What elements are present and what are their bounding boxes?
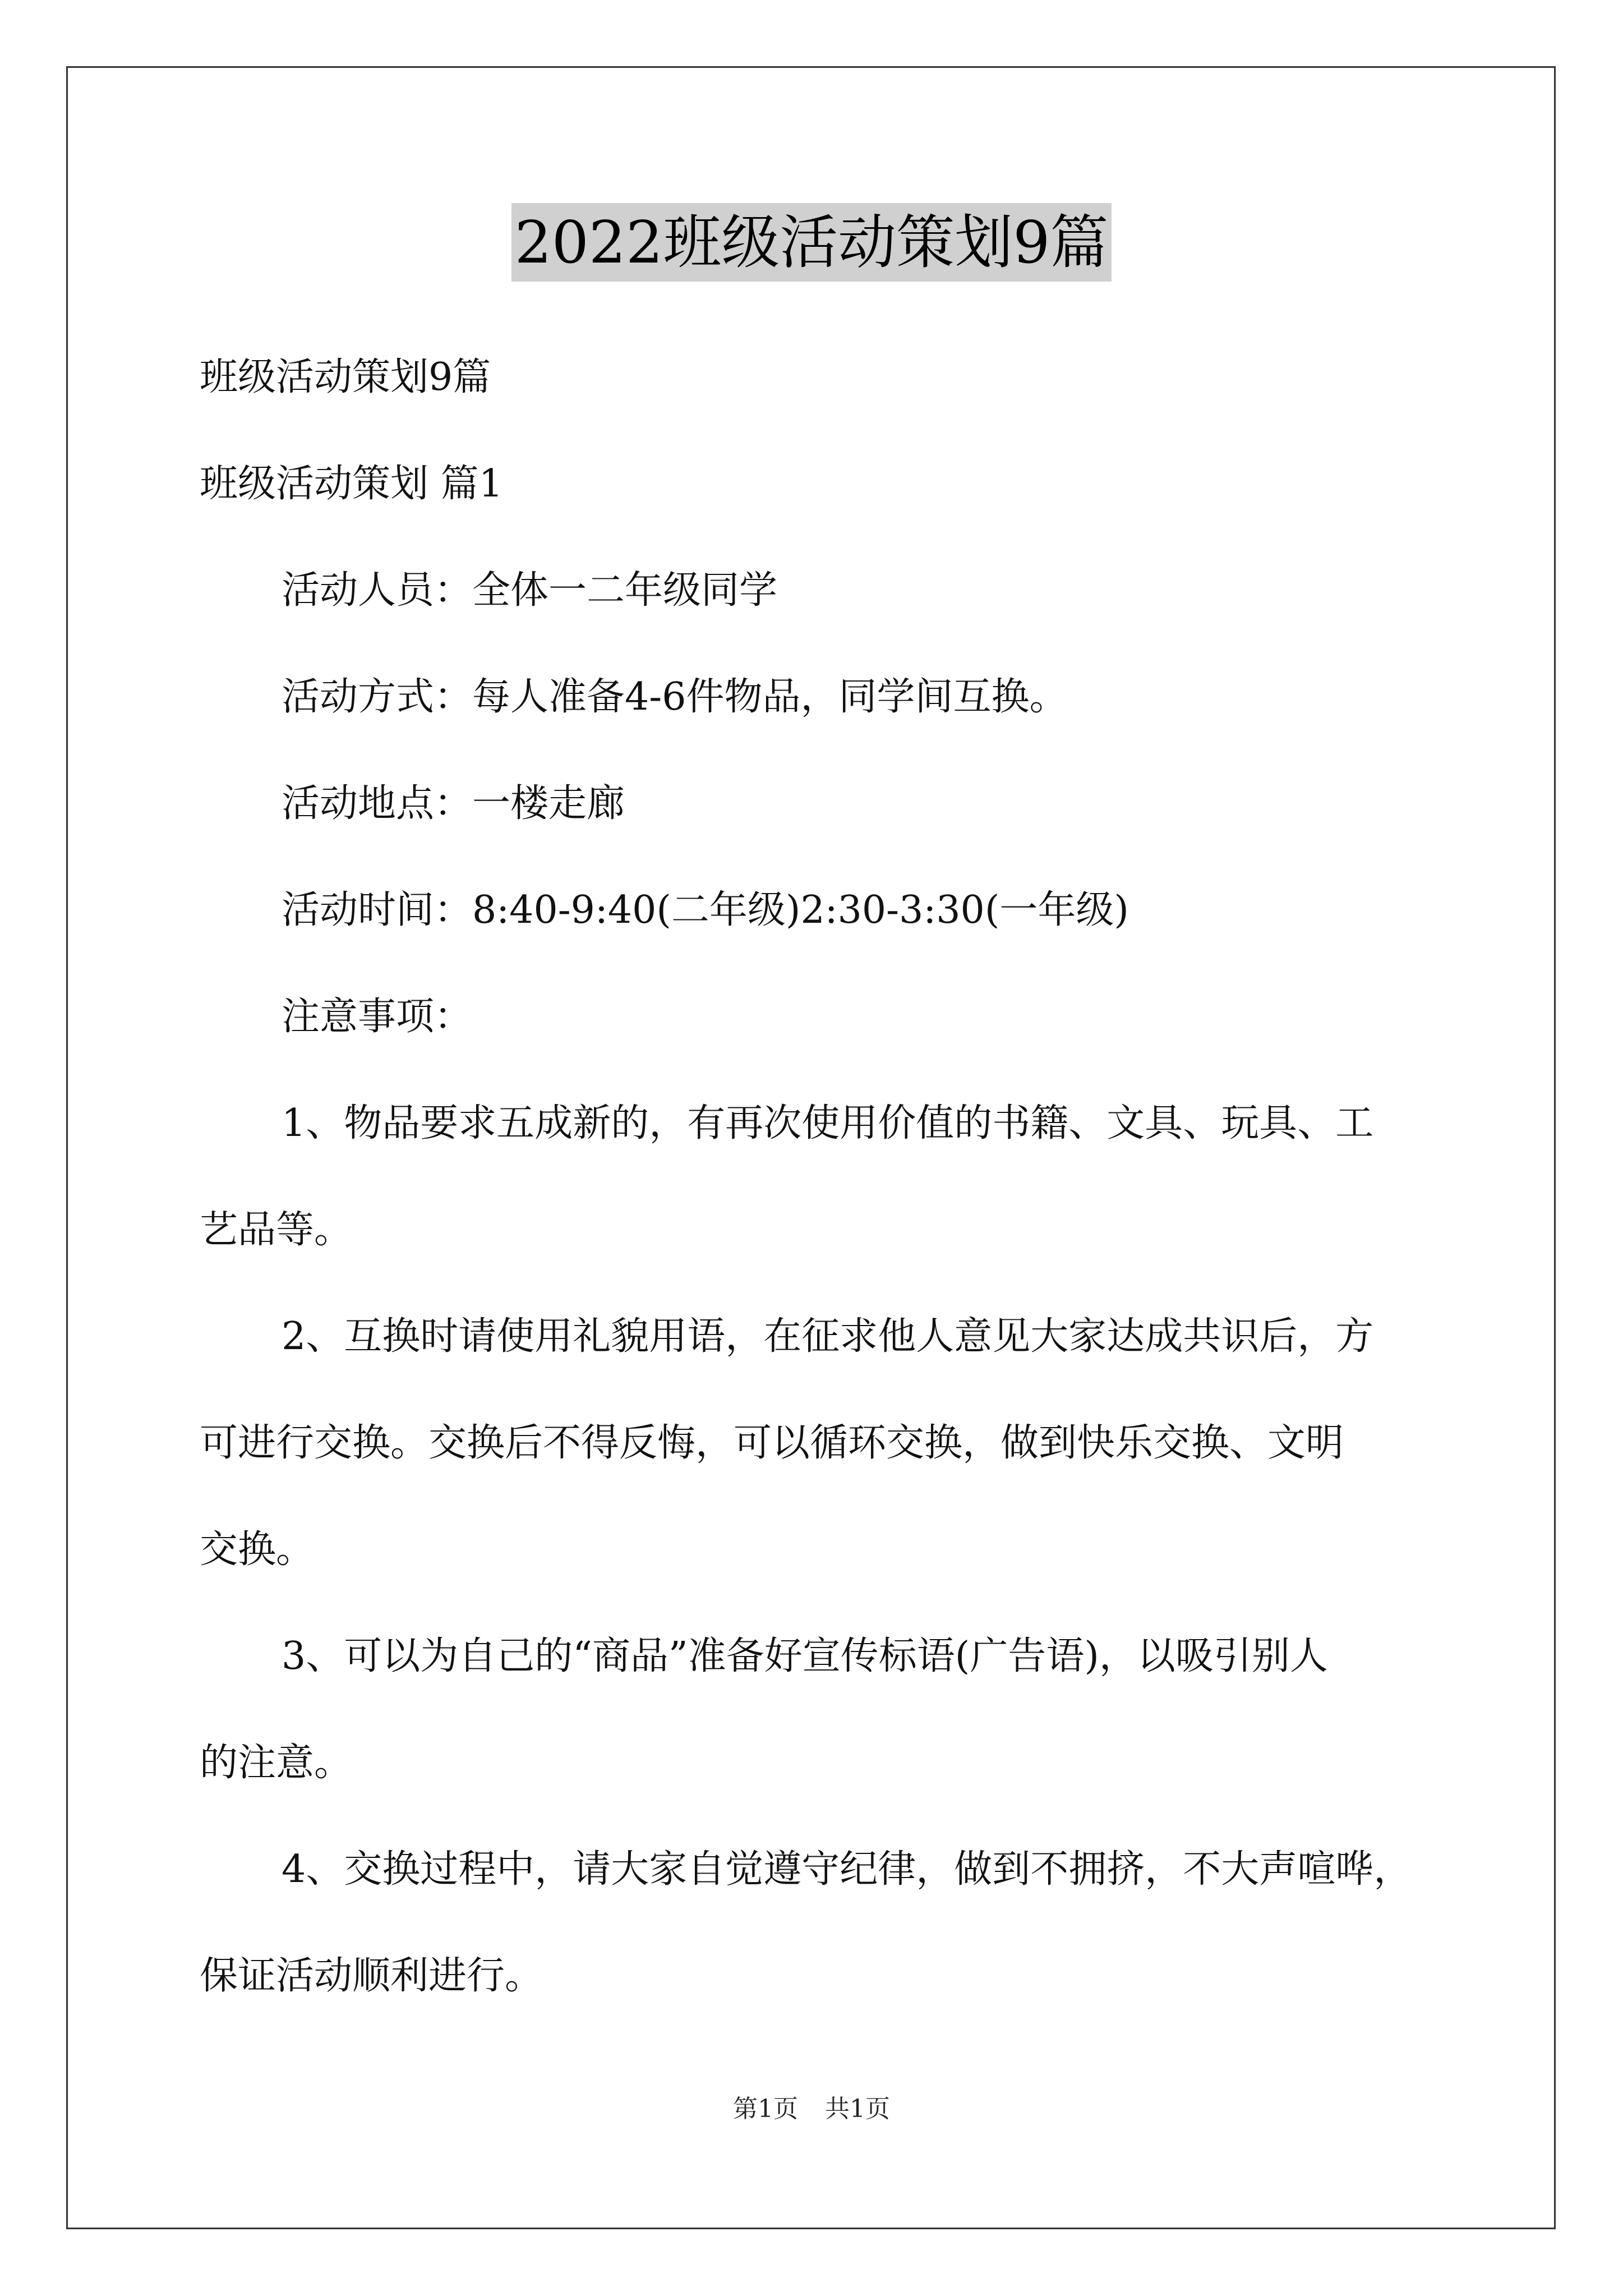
text-line-time: 活动时间：8:40-9:40(二年级)2:30-3:30(一年级): [282, 888, 1129, 932]
text-line-note-2b: 可进行交换。交换后不得反悔，可以循环交换，做到快乐交换、文明: [200, 1421, 1344, 1465]
text-line-note-1b: 艺品等。: [200, 1208, 353, 1252]
document-title: 2022班级活动策划9篇: [511, 203, 1112, 282]
text-line-notes-heading: 注意事项：: [282, 995, 473, 1039]
text-line-method: 活动方式：每人准备4-6件物品，同学间互换。: [282, 675, 1068, 719]
title-container: [0, 203, 1623, 282]
text-line-note-2c: 交换。: [200, 1527, 315, 1572]
text-line-section-heading: 班级活动策划 篇1: [200, 462, 503, 506]
text-line-location: 活动地点：一楼走廊: [282, 781, 625, 826]
text-line-subtitle: 班级活动策划9篇: [200, 355, 491, 399]
text-line-note-3a: 3、可以为自己的“商品”准备好宣传标语(广告语)，以吸引别人: [282, 1634, 1328, 1678]
page-number-total: 共1页: [825, 2095, 890, 2123]
page-footer: [0, 2092, 1623, 2126]
text-line-note-4a: 4、交换过程中，请大家自觉遵守纪律，做到不拥挤，不大声喧哗，: [282, 1847, 1412, 1892]
text-line-participants: 活动人员：全体一二年级同学: [282, 568, 778, 613]
page-number-current: 第1页: [733, 2095, 798, 2123]
text-line-note-3b: 的注意。: [200, 1741, 353, 1785]
text-line-note-2a: 2、互换时请使用礼貌用语，在征求他人意见大家达成共识后，方: [282, 1314, 1374, 1359]
text-line-note-4b: 保证活动顺利进行。: [200, 1954, 543, 1998]
text-line-note-1a: 1、物品要求五成新的，有再次使用价值的书籍、文具、玩具、工: [282, 1101, 1374, 1145]
